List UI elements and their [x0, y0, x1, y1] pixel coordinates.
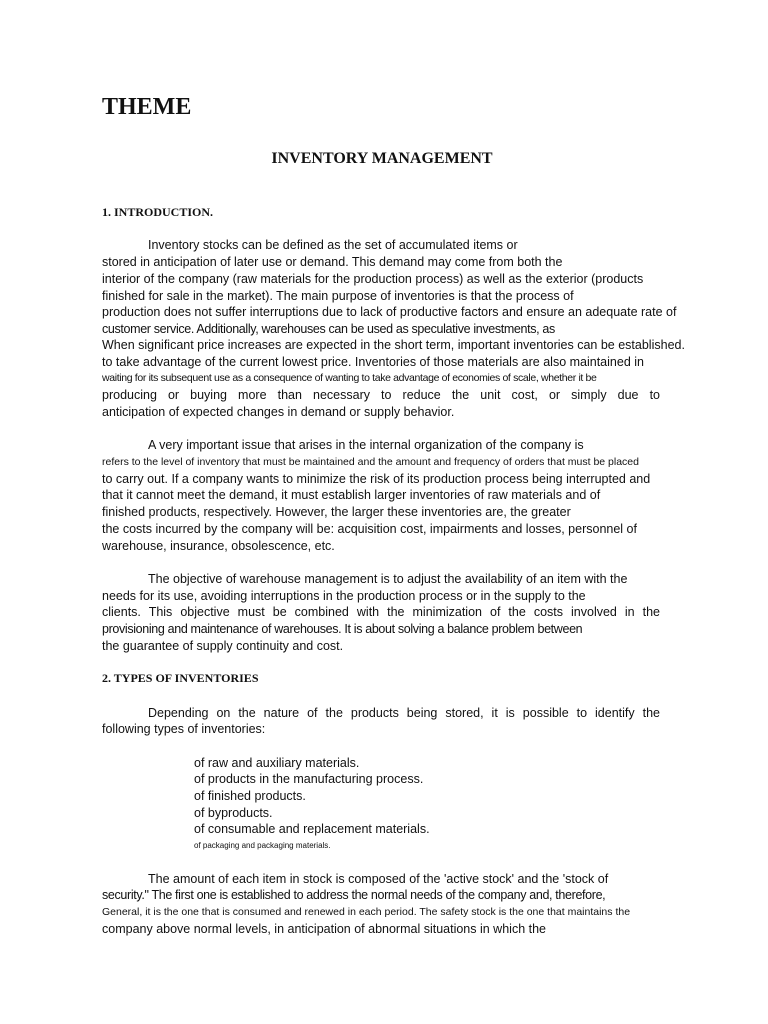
paragraph-line: company above normal levels, in anticipation of abnormal situations in which the: [102, 922, 546, 936]
paragraph-line: finished products, respectively. However, the larger these inventories are, the greater: [102, 505, 571, 519]
paragraph-line: The amount of each item in stock is composed of the 'active stock' and the 'stock of: [148, 872, 609, 886]
list-item: of byproducts.: [194, 806, 273, 820]
paragraph-line: When significant price increases are expected in the short term, important inventories can be established.: [102, 338, 685, 352]
paragraph-line: provisioning and maintenance of warehouses. It is about solving a balance problem between: [102, 622, 583, 636]
paragraph-line: stored in anticipation of later use or demand. This demand may come from both the: [102, 255, 563, 269]
theme-heading: THEME: [102, 94, 192, 120]
paragraph-line: customer service. Additionally, warehouses can be used as speculative investments, as: [102, 322, 555, 336]
paragraph-line: Depending on the nature of the products being stored, it is possible to identify the: [148, 706, 660, 720]
list-item: of consumable and replacement materials.: [194, 822, 430, 836]
paragraph-line: the costs incurred by the company will be: acquisition cost, impairments and losses, personnel of: [102, 522, 637, 536]
list-item: of products in the manufacturing process.: [194, 772, 424, 786]
paragraph-line: to take advantage of the current lowest price. Inventories of those materials are also maintained in: [102, 355, 644, 369]
paragraph-line: that it cannot meet the demand, it must establish larger inventories of raw materials and of: [102, 488, 601, 502]
paragraph-line: interior of the company (raw materials for the production process) as well as the exterior (products: [102, 272, 644, 286]
paragraph-line: anticipation of expected changes in demand or supply behavior.: [102, 405, 455, 419]
list-item: of finished products.: [194, 789, 306, 803]
paragraph-line: refers to the level of inventory that must be maintained and the amount and frequency of orders that must be placed: [102, 456, 639, 468]
paragraph-line: warehouse, insurance, obsolescence, etc.: [102, 539, 335, 553]
document-title: INVENTORY MANAGEMENT: [271, 150, 493, 167]
paragraph-line: General, it is the one that is consumed and renewed in each period. The safety stock is the one that maintains the: [102, 906, 631, 918]
list-item: of packaging and packaging materials.: [194, 841, 331, 850]
list-item: of raw and auxiliary materials.: [194, 756, 360, 770]
paragraph-line: needs for its use, avoiding interruptions in the production process or in the supply to the: [102, 589, 586, 603]
paragraph-line: producing or buying more than necessary to reduce the unit cost, or simply due to: [102, 388, 660, 402]
paragraph-line: to carry out. If a company wants to minimize the risk of its production process being interrupted and: [102, 472, 651, 486]
paragraph-line: A very important issue that arises in the internal organization of the company is: [148, 438, 584, 452]
paragraph-line: production does not suffer interruptions due to lack of productive factors and ensure an adequate rate of: [102, 305, 677, 319]
paragraph-line: The objective of warehouse management is to adjust the availability of an item with the: [148, 572, 628, 586]
paragraph-line: finished for sale in the market). The main purpose of inventories is that the process of: [102, 289, 574, 303]
section-2-heading: 2. TYPES OF INVENTORIES: [102, 671, 259, 685]
paragraph-line: following types of inventories:: [102, 722, 266, 736]
section-1-heading: 1. INTRODUCTION.: [102, 205, 214, 219]
paragraph-line: clients. This objective must be combined with the minimization of the costs involved in the: [102, 605, 660, 619]
paragraph-line: waiting for its subsequent use as a consequence of wanting to take advantage of economies of scale, whether it be: [102, 372, 597, 384]
paragraph-line: the guarantee of supply continuity and cost.: [102, 639, 344, 653]
paragraph-line: Inventory stocks can be defined as the set of accumulated items or: [148, 238, 518, 252]
paragraph-line: security." The first one is established to address the normal needs of the company and, therefore,: [102, 888, 606, 902]
